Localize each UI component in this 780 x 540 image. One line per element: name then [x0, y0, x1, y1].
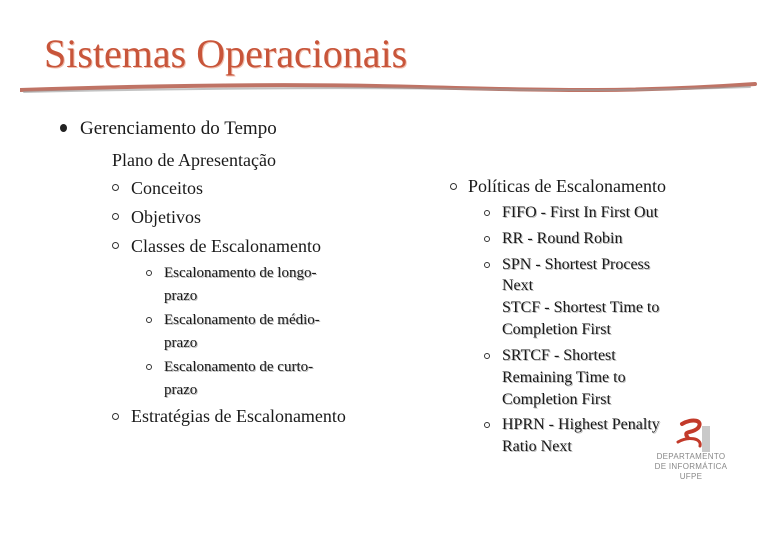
- policies-heading: Políticas de Escalonamento: [468, 176, 666, 196]
- policy-hprn-line2: Ratio Next: [502, 438, 572, 455]
- bullet-ring-icon: [146, 270, 152, 276]
- bullet-ring-icon: [450, 183, 457, 190]
- bullet-ring-icon: [112, 413, 119, 420]
- logo-line3: UFPE: [679, 472, 703, 481]
- bullet-ring-icon: [484, 210, 490, 216]
- bullet-ring-icon: [484, 262, 490, 268]
- policy-spn-line2: Next: [502, 277, 534, 294]
- policy-stcf-line2: Completion First: [502, 321, 611, 338]
- bullet-ring-icon: [112, 184, 119, 191]
- bullet-ring-icon: [112, 242, 119, 249]
- class-long-term-line2: prazo: [164, 288, 198, 304]
- bullet-ring-icon: [484, 353, 490, 359]
- class-short-term-line1: Escalonamento de curto-: [164, 359, 314, 375]
- policy-srtcf-line3: Completion First: [502, 391, 611, 408]
- policy-srtcf-line1: SRTCF - Shortest: [502, 347, 616, 364]
- slide-title: Sistemas Operacionais: [44, 31, 408, 76]
- bullet-ring-icon: [112, 213, 119, 220]
- class-long-term-line1: Escalonamento de longo-: [164, 265, 317, 281]
- policy-stcf-line1: STCF - Shortest Time to: [502, 299, 660, 316]
- plan-item-classes: Classes de Escalonamento: [131, 236, 321, 256]
- bullet-ring-icon: [146, 317, 152, 323]
- policy-spn-line1: SPN - Shortest Process: [502, 256, 651, 273]
- title-underline: [20, 78, 760, 98]
- class-medium-term-line1: Escalonamento de médio-: [164, 312, 320, 328]
- bullet-ring-icon: [484, 422, 490, 428]
- class-medium-term-line2: prazo: [164, 335, 198, 351]
- main-bullet-text: Gerenciamento do Tempo: [80, 118, 277, 139]
- department-logo: [652, 418, 730, 486]
- bullet-ring-icon: [146, 364, 152, 370]
- plan-item-strategies: Estratégias de Escalonamento: [131, 406, 346, 426]
- logo-line2: DE INFORMÁTICA: [654, 462, 728, 471]
- policy-fifo: FIFO - First In First Out: [502, 204, 659, 221]
- policy-rr: RR - Round Robin: [502, 230, 623, 247]
- logo-line1: DEPARTAMENTO: [656, 452, 726, 461]
- plan-item-objectives: Objetivos: [131, 207, 201, 227]
- plan-item-concepts: Conceitos: [131, 178, 203, 198]
- logo-emblem-icon: [652, 418, 730, 454]
- class-short-term-line2: prazo: [164, 382, 198, 398]
- plan-heading: Plano de Apresentação: [112, 150, 276, 170]
- policy-srtcf-line2: Remaining Time to: [502, 369, 626, 386]
- main-bullet-dot: [60, 124, 67, 132]
- policy-hprn-line1: HPRN - Highest Penalty: [502, 416, 660, 433]
- bullet-ring-icon: [484, 236, 490, 242]
